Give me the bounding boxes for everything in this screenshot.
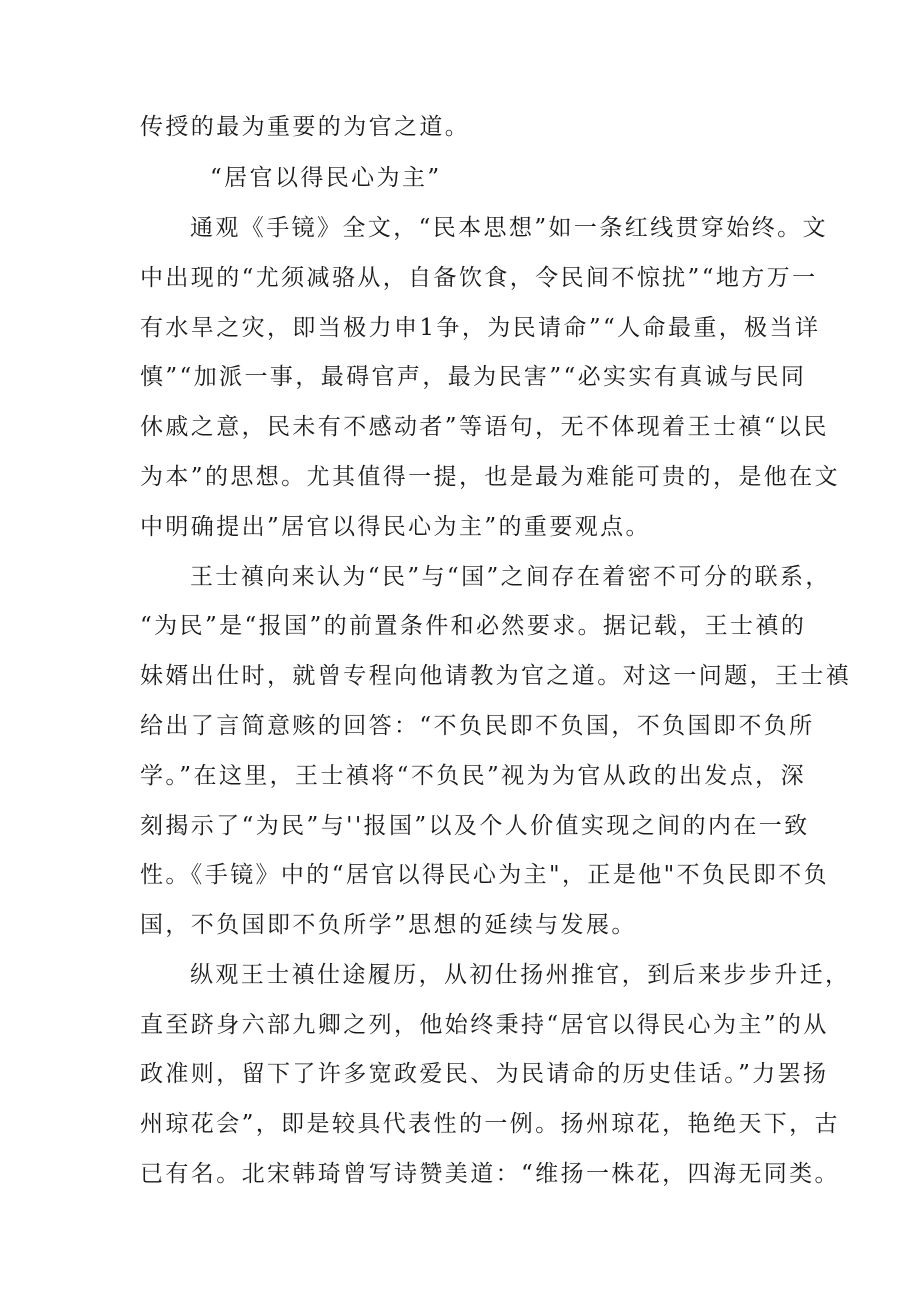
paragraph-line: 给出了言简意赅的回答：“不负民即不负国，不负国即不负所 [140,713,815,739]
paragraph-line: 刻揭示了“为民”与''报国”以及个人价值实现之间的内在一致 [140,813,810,839]
paragraph-line: 已有名。北宋韩琦曾写诗赞美道：“维扬一株花，四海无同类。 [140,1161,840,1187]
paragraph-line: 王士禛向来认为“民”与“国”之间存在着密不可分的联系， [190,564,831,590]
paragraph-line: 休戚之意，民未有不感动者”等语句，无不体现着王士禛“以民 [140,414,829,440]
paragraph-line: 政准则，留下了许多宽政爱民、为民请命的历史佳话。”力罢扬 [140,1061,829,1087]
paragraph-line: 为本”的思想。尤其值得一提，也是最为难能可贵的，是他在文 [140,464,840,490]
paragraph-line: 有水旱之灾，即当极力申1争，为民请命”“人命最重，极当详 [140,315,821,341]
section-heading: “居官以得民心为主” [210,165,442,191]
paragraph-line: 妹婿出仕时，就曾专程向他请教为官之道。对这一问题，王士禛 [140,663,852,689]
paragraph-line: 中明确提出”居官以得民心为主”的重要观点。 [140,514,651,540]
paragraph-line: 州琼花会”，即是较具代表性的一例。扬州琼花，艳绝天下，古 [140,1111,840,1137]
paragraph-line: 通观《手镜》全文，“民本思想”如一条红线贯穿始终。文 [190,215,828,241]
paragraph-line: 性。《手镜》中的“居官以得民心为主"，正是他"不负民即不负 [140,862,830,888]
paragraph-line: 中出现的“尤须减骆从，自备饮食，令民间不惊扰”“地方万一 [140,265,818,291]
paragraph-line: 学。”在这里，王士禛将“不负民”视为为官从政的出发点，深 [140,763,806,789]
paragraph-line: 直至跻身六部九卿之列，他始终秉持“居官以得民心为主”的从 [140,1012,829,1038]
paragraph-line: 纵观王士禛仕途履历，从初仕扬州推官，到后来步步升迁， [190,962,851,988]
text-line: 传授的最为重要的为官之道。 [140,114,471,140]
paragraph-line: 国，不负国即不负所学”思想的延续与发展。 [140,912,637,938]
paragraph-line: “为民”是“报国”的前置条件和必然要求。据记载，王士禛的 [140,613,807,639]
paragraph-line: 慎”“加派一事，最碍官声，最为民害”“必实实有真诚与民同 [140,364,807,390]
